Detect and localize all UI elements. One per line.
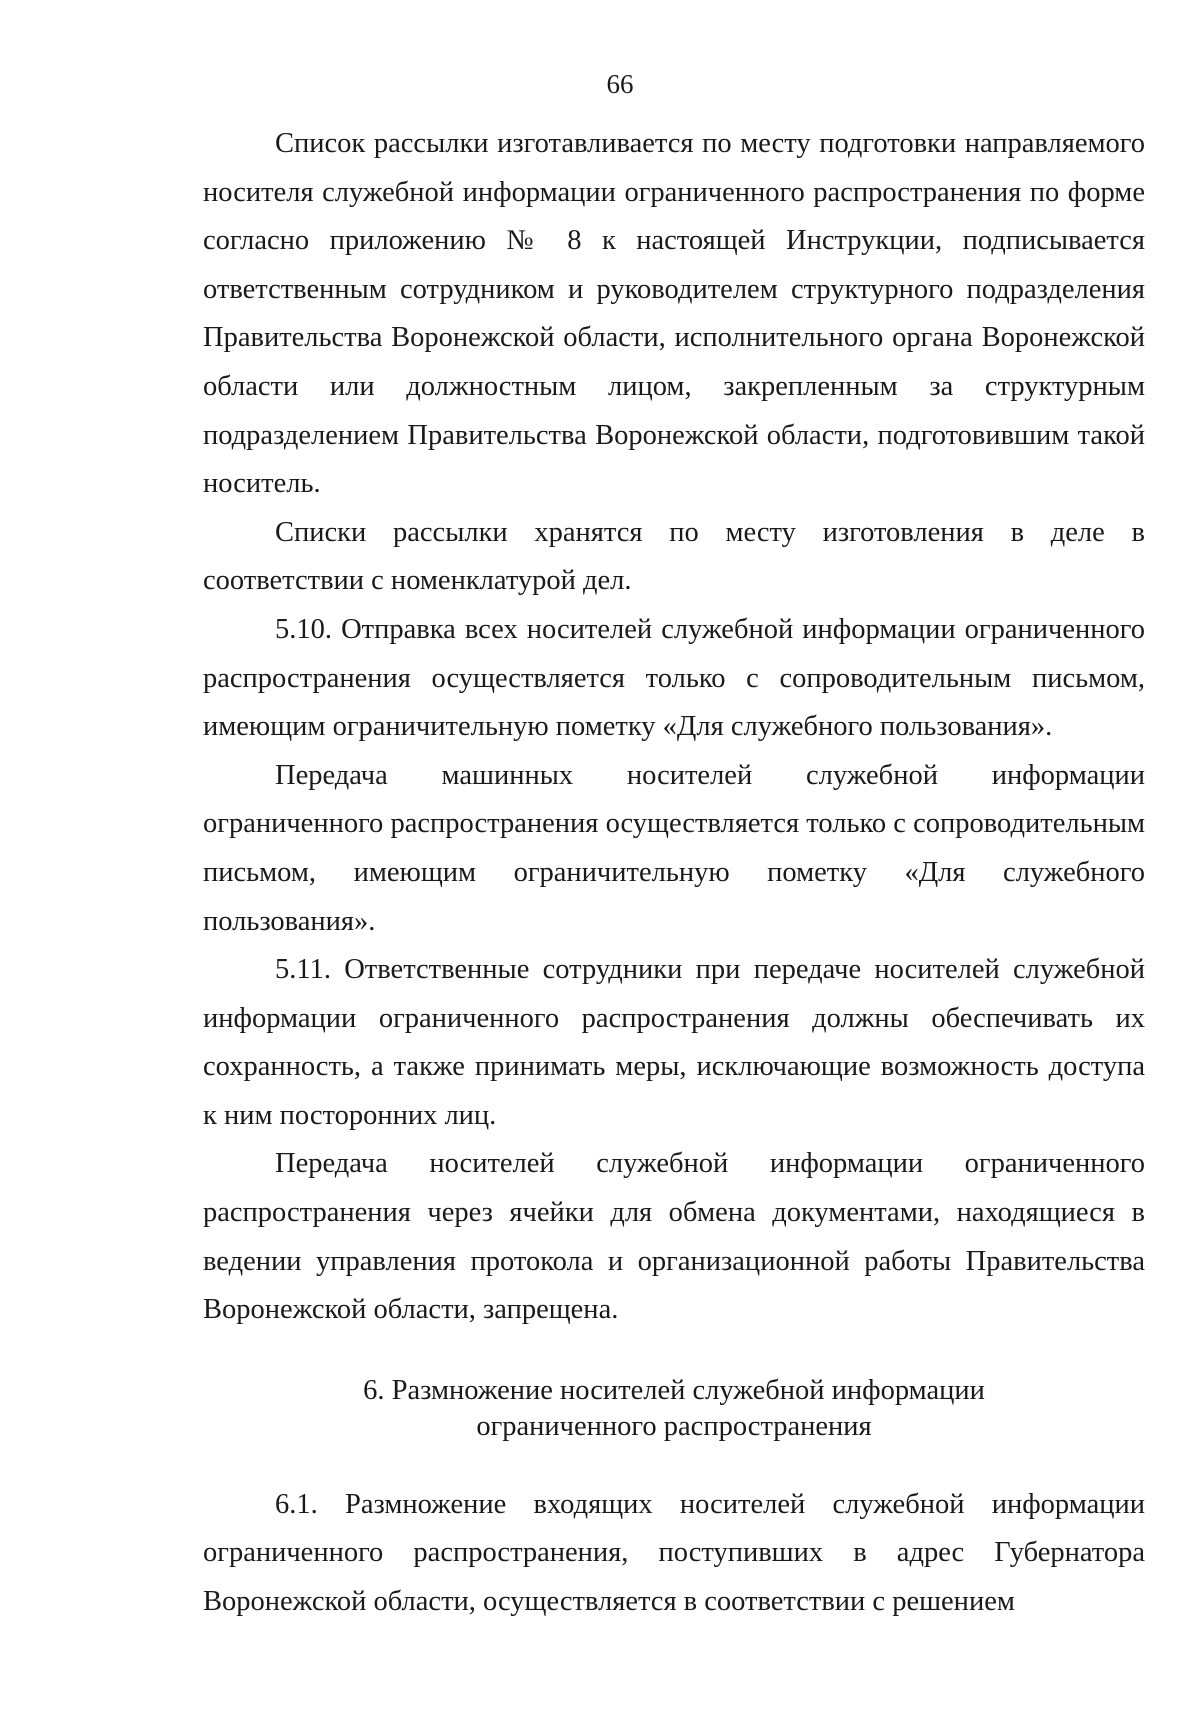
paragraph-5-10: 5.10. Отправка всех носителей служебной информации ограниченного распространения осуществляется только с сопроводительным письмом, имеющим ограничительную пометку «Для служебного пользования». [203, 613, 1145, 743]
paragraph-5-11: 5.11. Ответственные сотрудники при передаче носителей служебной информации ограниченного распространения должны обеспечивать их сохранность, а также принимать меры, исключающие возможность доступа к ним посторонних лиц. [203, 954, 1145, 1131]
section-heading [203, 1373, 1145, 1445]
section-heading-line-2: ограниченного распространения [476, 1410, 872, 1442]
paragraph-machine-media-transfer: Передача машинных носителей служебной информации ограниченного распространения осуществляется только с сопроводительным письмом, имеющим ограничительную пометку «Для служебного пользования». [203, 759, 1145, 937]
section-heading-line-1: 6. Размножение носителей служебной информации [363, 1374, 985, 1406]
paragraph-transfer-prohibited: Передача носителей служебной информации ограниченного распространения через ячейки для обмена документами, находящиеся в ведении управления протокола и организационной работы Правительства Воронежской области, запрещена. [203, 1148, 1145, 1326]
paragraph-mailing-lists-storage: Списки рассылки хранятся по месту изготовления в деле в соответствии с номенклатурой дел. [203, 516, 1145, 597]
paragraph-mailing-list: Список рассылки изготавливается по месту подготовки направляемого носителя служебной информации ограниченного распространения по форме согласно приложению № 8 к настоящей Инструкции, подписывается ответственным сотрудником и руководителем структурного подразделения Правительства Воронежской области, исполнительного органа Воронежской области или должностным лицом, закрепленным за структурным подразделением Правительства Воронежской области, подготовившим такой носитель. [203, 128, 1145, 500]
page-number: 66 [606, 69, 634, 99]
document-body [203, 120, 1145, 1627]
paragraph-6-1: 6.1. Размножение входящих носителей служебной информации ограниченного распространения, поступивших в адрес Губернатора Воронежской области, осуществляется в соответствии с решением [203, 1488, 1145, 1618]
